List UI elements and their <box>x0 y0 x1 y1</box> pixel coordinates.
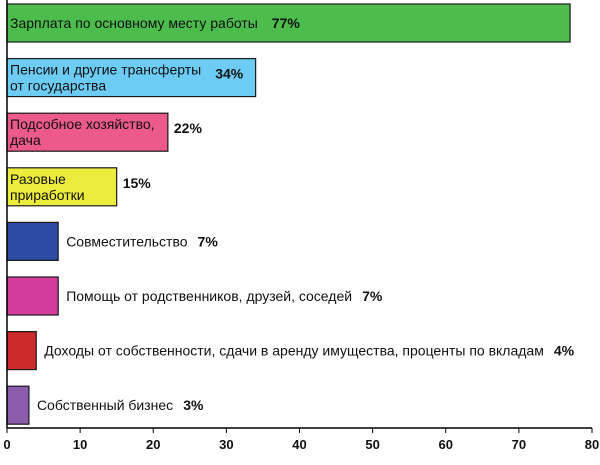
bar-label-1-0: Пенсии и другие трансферты <box>10 61 202 78</box>
bar-label-5-0: Помощь от родственников, друзей, соседей <box>66 288 353 304</box>
x-tick-label-6: 60 <box>438 437 453 452</box>
bar-label-7-0: Собственный бизнес <box>36 397 174 414</box>
x-tick-label-1: 10 <box>72 437 88 452</box>
value-label-7: 3% <box>183 397 204 414</box>
x-tick-label-5: 50 <box>365 437 380 452</box>
bar-label-6-0: Доходы от собственности, сдачи в аренду имущества, проценты по вкладам <box>44 342 544 359</box>
value-label-0: 77% <box>271 15 300 31</box>
x-tick-label-2: 20 <box>146 437 161 452</box>
value-label-1: 34% <box>215 65 244 82</box>
x-tick-label-0: 0 <box>3 437 11 452</box>
bar-7 <box>7 386 29 424</box>
bar-4 <box>7 222 58 260</box>
bar-label-4-0: Совместительство <box>66 233 188 250</box>
x-tick-label-7: 70 <box>511 437 527 452</box>
bar-label-2-1: дача <box>10 132 41 149</box>
bar-label-2-0: Подсобное хозяйство, <box>10 116 155 133</box>
value-label-4: 7% <box>197 233 218 250</box>
x-tick-label-3: 30 <box>219 437 234 452</box>
x-tick-label-8: 80 <box>584 437 600 452</box>
value-label-3: 15% <box>122 174 151 191</box>
bar-label-3-1: приработки <box>10 186 85 203</box>
bar-label-0-0: Зарплата по основному месту работы <box>10 15 258 31</box>
value-label-5: 7% <box>362 288 383 304</box>
bar-5 <box>7 277 58 315</box>
value-label-2: 22% <box>173 120 202 137</box>
value-label-6: 4% <box>553 342 575 359</box>
bar-6 <box>7 332 36 370</box>
bar-label-3-0: Разовые <box>10 170 66 187</box>
labels-layer <box>10 15 575 413</box>
bar-label-1-1: от государства <box>10 77 107 94</box>
x-tick-label-4: 40 <box>292 437 307 452</box>
